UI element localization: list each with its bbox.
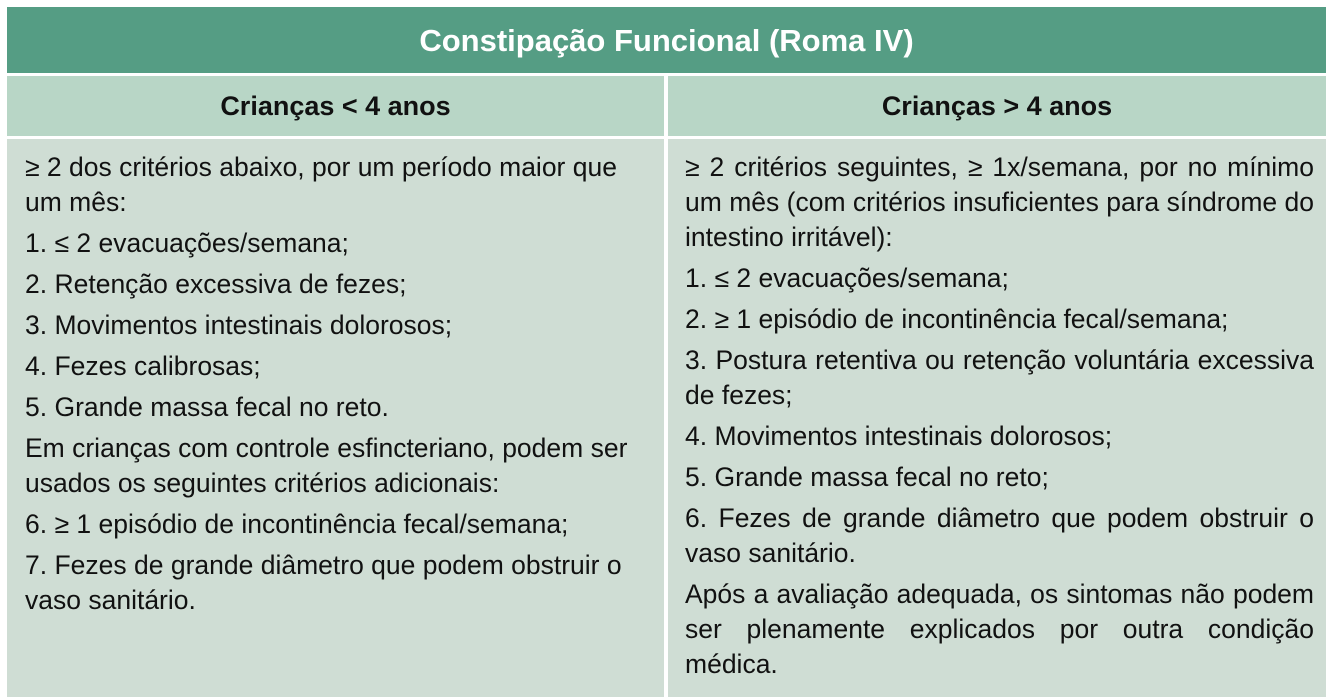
criteria-item: 3. Postura retentiva ou retenção voluntária excessiva de fezes;: [685, 345, 1314, 410]
criteria-item: 5. Grande massa fecal no reto.: [25, 392, 389, 422]
criteria-item: 6. ≥ 1 episódio de incontinência fecal/semana;: [25, 509, 569, 539]
criteria-item: 1. ≤ 2 evacuações/semana;: [685, 263, 1009, 293]
column-header-under-4: Crianças < 4 anos: [7, 76, 664, 136]
criteria-intro: ≥ 2 dos critérios abaixo, por um período maior que um mês:: [25, 152, 617, 217]
criteria-intro: ≥ 2 critérios seguintes, ≥ 1x/semana, por no mínimo um mês (com critérios insuficientes para síndrome do intestino irritável):: [685, 152, 1314, 252]
criteria-item: 2. Retenção excessiva de fezes;: [25, 269, 407, 299]
criteria-item: 4. Fezes calibrosas;: [25, 351, 261, 381]
criteria-item: 3. Movimentos intestinais dolorosos;: [25, 310, 453, 340]
criteria-note: Em crianças com controle esfincteriano, podem ser usados os seguintes critérios adicionais:: [25, 433, 628, 498]
criteria-item: 1. ≤ 2 evacuações/semana;: [25, 228, 349, 258]
criteria-item: 7. Fezes de grande diâmetro que podem obstruir o vaso sanitário.: [25, 550, 622, 615]
criteria-item: 5. Grande massa fecal no reto;: [685, 462, 1049, 492]
criteria-over-4: [668, 139, 1326, 697]
table-title: Constipação Funcional (Roma IV): [7, 7, 1326, 73]
criteria-list: [685, 261, 1314, 571]
criteria-table: [7, 7, 1326, 697]
criteria-item: 2. ≥ 1 episódio de incontinência fecal/semana;: [685, 304, 1229, 334]
additional-criteria-list: [25, 507, 654, 618]
criteria-list: [25, 226, 654, 425]
column-header-over-4: Crianças > 4 anos: [668, 76, 1326, 136]
criteria-item: 6. Fezes de grande diâmetro que podem obstruir o vaso sanitário.: [685, 503, 1314, 568]
criteria-under-4: [7, 139, 664, 697]
criteria-note: Após a avaliação adequada, os sintomas não podem ser plenamente explicados por outra condição médica.: [685, 579, 1314, 679]
criteria-item: 4. Movimentos intestinais dolorosos;: [685, 421, 1113, 451]
